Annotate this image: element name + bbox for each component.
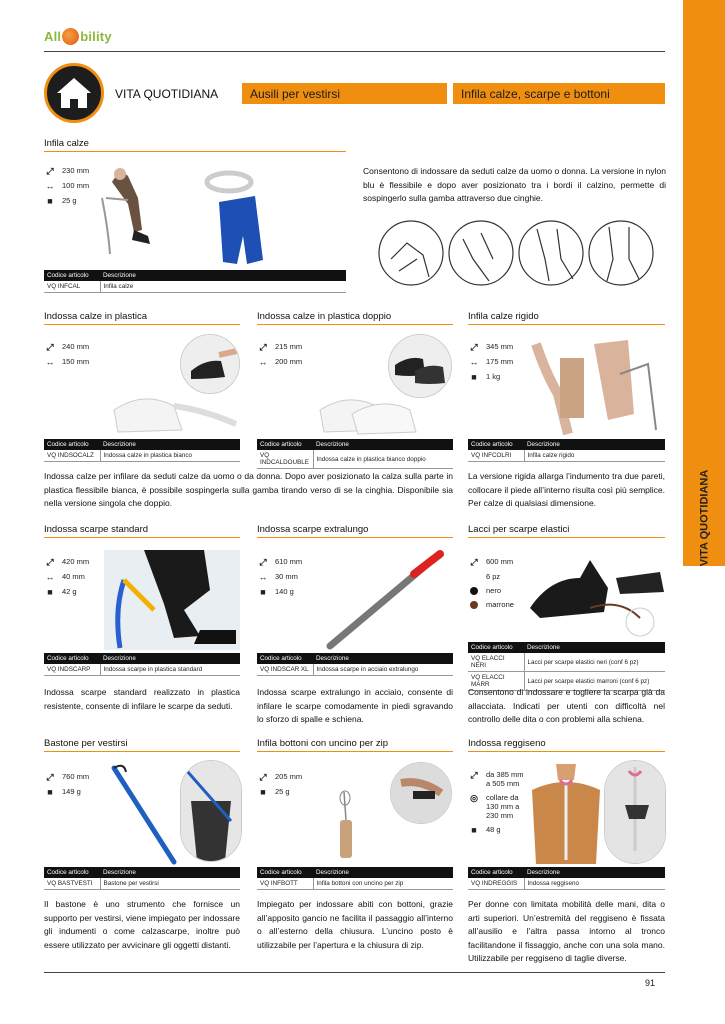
length-spec: ⤢ 205 mm xyxy=(257,772,302,782)
spec-list xyxy=(44,166,89,206)
diagonal-arrow-icon: ⤢ xyxy=(470,557,478,567)
category-title: VITA QUOTIDIANA xyxy=(115,86,219,101)
width-spec: ↔ 175 mm xyxy=(469,357,514,367)
diagonal-arrow-icon: ⤢ xyxy=(259,557,267,567)
length-spec: ⤢ 420 mm xyxy=(44,557,89,567)
section-rule xyxy=(468,324,665,325)
page-number: 91 xyxy=(645,978,656,988)
table-row: VQ INFBOTT Infila bottoni con uncino per zip xyxy=(257,878,453,890)
width-spec: ↔ 150 mm xyxy=(45,357,90,367)
table-row: VQ ELACCI NERI Lacci per scarpe elastici neri (conf 6 pz) xyxy=(468,653,665,672)
table-row: VQ INDSCAR XL Indossa scarpe in acciaio extralungo xyxy=(257,664,453,676)
section-rule xyxy=(468,751,665,752)
table-row: VQ ELACCI MARR Lacci per scarpe elastici marroni (conf 6 pz) xyxy=(468,672,665,691)
product-title: Indossa scarpe extralungo xyxy=(257,524,369,535)
footer-rule xyxy=(44,972,665,973)
section-rule xyxy=(257,324,453,325)
table-row: VQ BASTVESTI Bastone per vestirsi xyxy=(44,878,240,890)
section-rule xyxy=(44,151,346,152)
weight-icon: ■ xyxy=(47,787,53,797)
product-description: Indossa scarpe standard realizzato in plastica resistente, consente di infilare le scarpe da seduti. xyxy=(44,687,240,711)
usage-steps-illustration xyxy=(377,219,665,287)
color-option-black: nero xyxy=(468,586,514,595)
horizontal-arrow-icon: ↔ xyxy=(258,572,268,582)
product-title: Indossa scarpe standard xyxy=(44,524,149,535)
weight-spec: ■ 25 g xyxy=(44,196,89,206)
diagonal-arrow-icon: ⤢ xyxy=(46,342,54,352)
horizontal-arrow-icon: ↔ xyxy=(45,572,55,582)
product-description: Consentono di indossare e togliere la scarpa già da allacciata. Indicati per utenti con difficoltà nel controllo delle dita o con problemi alla schiena. xyxy=(468,687,665,724)
product-photo xyxy=(197,160,277,268)
home-icon xyxy=(44,63,104,123)
table-row: VQ INDCALDOUBLE Indossa calze in plastica bianco doppio xyxy=(257,450,453,469)
product-photo xyxy=(310,550,453,650)
top-rule xyxy=(44,51,665,52)
length-spec: ⤢ 610 mm xyxy=(257,557,302,567)
collar-spec: ◎ collare da 130 mm a 230 mm xyxy=(468,793,528,820)
diagonal-arrow-icon: ⤢ xyxy=(470,770,478,780)
article-table: Codice articolo Descrizione VQ INFBOTT Infila bottoni con uncino per zip xyxy=(257,867,453,890)
section-rule xyxy=(44,751,240,752)
width-spec: ↔ 40 mm xyxy=(45,572,85,582)
weight-icon: ■ xyxy=(47,587,53,597)
color-option-brown: marrone xyxy=(468,600,514,609)
diagonal-arrow-icon: ⤢ xyxy=(46,557,54,567)
diagonal-arrow-icon: ⤢ xyxy=(46,772,54,782)
table-row: VQ INFCAL Infila calze xyxy=(44,281,346,293)
product-description: Indossa calze per infilare da seduti calze da uomo o da donna. Dopo aver posizionato la calza sulla parte in plastica flessibile bianca, è possibile sospingerla sulla gamba tirando verso di se la cinghia. Disponibile sia nella versione singola che doppio. xyxy=(44,471,453,508)
diagonal-arrow-icon: ⤢ xyxy=(46,166,54,176)
product-description: Impiegato per indossare abiti con bottoni, grazie all’apposito gancio ne facilita il passaggio all’interno o all’esterno della chiusura. L’uncino posto è utilizzabile per l’apertura e la chiusura di zip. xyxy=(257,899,453,950)
weight-icon: ■ xyxy=(260,787,266,797)
section-rule xyxy=(468,537,665,538)
article-table: Codice articolo Descrizione VQ INDREGGIS Indossa reggiseno xyxy=(468,867,665,890)
product-photo xyxy=(104,550,240,650)
product-title: Infila calze xyxy=(44,138,89,149)
length-spec: ⤢ 215 mm xyxy=(257,342,302,352)
length-spec: ⤢ 230 mm xyxy=(44,166,89,176)
weight-spec: ■ 149 g xyxy=(44,787,89,797)
section-rule xyxy=(257,537,453,538)
article-table: Codice articolo Descrizione VQ INFCAL Infila calze xyxy=(44,270,346,293)
color-swatch-icon xyxy=(470,601,478,609)
subcategory-title: Ausili per vestirsi xyxy=(242,83,447,104)
product-title: Lacci per scarpe elastici xyxy=(468,524,570,535)
article-table: Codice articolo Descrizione VQ BASTVESTI Bastone per vestirsi xyxy=(44,867,240,890)
section-rule xyxy=(44,324,240,325)
product-description: Il bastone è uno strumento che fornisce un supporto per vestirsi, viene impiegato per indossare gli indumenti o come calzascarpe, inoltre può essere utilizzato per avvicinare gli oggetti distanti. xyxy=(44,899,240,950)
horizontal-arrow-icon: ↔ xyxy=(469,357,479,367)
product-title: Bastone per vestirsi xyxy=(44,738,128,749)
section-rule xyxy=(44,537,240,538)
article-table: Codice articolo Descrizione VQ INDSCAR XL Indossa scarpe in acciaio extralungo xyxy=(257,653,453,676)
weight-spec: ■ 25 g xyxy=(257,787,302,797)
length-spec: ⤢ 760 mm xyxy=(44,772,89,782)
article-table: Codice articolo Descrizione VQ INDCALDOUBLE Indossa calze in plastica bianco doppio xyxy=(257,439,453,469)
product-photo xyxy=(104,380,240,438)
table-row: VQ INDSOCALZ Indossa calze in plastica bianco xyxy=(44,450,240,462)
product-detail-photo xyxy=(604,760,666,864)
diagonal-arrow-icon: ⤢ xyxy=(470,342,478,352)
product-photo xyxy=(312,380,452,438)
product-description: Indossa scarpe extralungo in acciaio, consente di infilare le scarpe comodamente in piedi sgravando lo sforzo di spalle e schiena. xyxy=(257,687,453,724)
width-spec: ↔ 30 mm xyxy=(258,572,298,582)
table-row: VQ INDSCARP Indossa scarpe in plastica standard xyxy=(44,664,240,676)
width-spec: ↔ 200 mm xyxy=(258,357,303,367)
product-description: La versione rigida allarga l’indumento tra due pareti, collocare il piede all’interno risulta così più semplice. Per calze di qualsiasi dimensione. xyxy=(468,471,666,508)
diagonal-arrow-icon: ⤢ xyxy=(259,772,267,782)
product-detail-photo xyxy=(390,762,452,824)
side-tab-label: VITA QUOTIDIANA xyxy=(698,469,710,567)
product-description: Consentono di indossare da seduti calze da uomo o donna. La versione in nylon blu è flessibile e dopo aver posizionato tra i bordi il calzino, permette di sospingerlo sulla gamba attraverso due cinghie. xyxy=(363,166,666,203)
length-spec: ⤢ 345 mm xyxy=(468,342,513,352)
article-table: Codice articolo Descrizione VQ INFCOLRI Infila calze rigido xyxy=(468,439,665,462)
horizontal-arrow-icon: ↔ xyxy=(45,357,55,367)
product-title: Indossa calze in plastica doppio xyxy=(257,311,392,322)
product-title: Indossa calze in plastica xyxy=(44,311,147,322)
diagonal-arrow-icon: ⤢ xyxy=(259,342,267,352)
weight-spec: ■ 140 g xyxy=(257,587,302,597)
article-table: Codice articolo Descrizione VQ INDSOCALZ Indossa calze in plastica bianco xyxy=(44,439,240,462)
weight-icon: ■ xyxy=(471,825,477,835)
product-photo xyxy=(528,334,665,438)
product-photo xyxy=(300,790,390,860)
product-description: Per donne con limitata mobilità delle mani, dita o arti superiori. Un’estremità del reggiseno è fissata all’ausilio e l’altra passa intorno al tronco facilitandone il fissaggio, anche con una sola mano. Utilizzabile per reggiseno di taglie diverse. xyxy=(468,899,665,963)
length-spec: ⤢ da 385 mm a 505 mm xyxy=(468,770,528,788)
width-spec: ↔ 100 mm xyxy=(45,181,90,191)
article-table: Codice articolo Descrizione VQ ELACCI NERI Lacci per scarpe elastici neri (conf 6 pz) VQ ELACCI MARR Lacci per scarpe elastici marroni (conf 6 pz) xyxy=(468,642,665,691)
weight-icon: ■ xyxy=(47,196,53,206)
product-photo xyxy=(526,760,606,864)
collar-icon: ◎ xyxy=(470,793,478,803)
product-title: Infila bottoni con uncino per zip xyxy=(257,738,388,749)
brand-logo: All bility xyxy=(44,29,112,44)
product-photo xyxy=(98,158,180,262)
article-table: Codice articolo Descrizione VQ INDSCARP Indossa scarpe in plastica standard xyxy=(44,653,240,676)
product-title: Infila calze rigido xyxy=(468,311,539,322)
weight-spec: ■ 48 g xyxy=(468,825,528,835)
topic-title: Infila calze, scarpe e bottoni xyxy=(453,83,665,104)
pack-spec: 6 pz xyxy=(486,572,501,581)
table-row: VQ INDREGGIS Indossa reggiseno xyxy=(468,878,665,890)
horizontal-arrow-icon: ↔ xyxy=(258,357,268,367)
weight-spec: ■ 1 kg xyxy=(468,372,513,382)
horizontal-arrow-icon: ↔ xyxy=(45,181,55,191)
weight-icon: ■ xyxy=(260,587,266,597)
section-rule xyxy=(257,751,453,752)
product-title: Indossa reggiseno xyxy=(468,738,546,749)
length-spec: ⤢ 600 mm xyxy=(468,557,514,567)
product-photo xyxy=(520,548,665,638)
product-detail-photo xyxy=(180,760,242,862)
weight-icon: ■ xyxy=(471,372,477,382)
weight-spec: ■ 42 g xyxy=(44,587,89,597)
logo-mark-icon xyxy=(62,28,79,45)
table-row: VQ INFCOLRI Infila calze rigido xyxy=(468,450,665,462)
length-spec: ⤢ 240 mm xyxy=(44,342,89,352)
color-swatch-icon xyxy=(470,587,478,595)
